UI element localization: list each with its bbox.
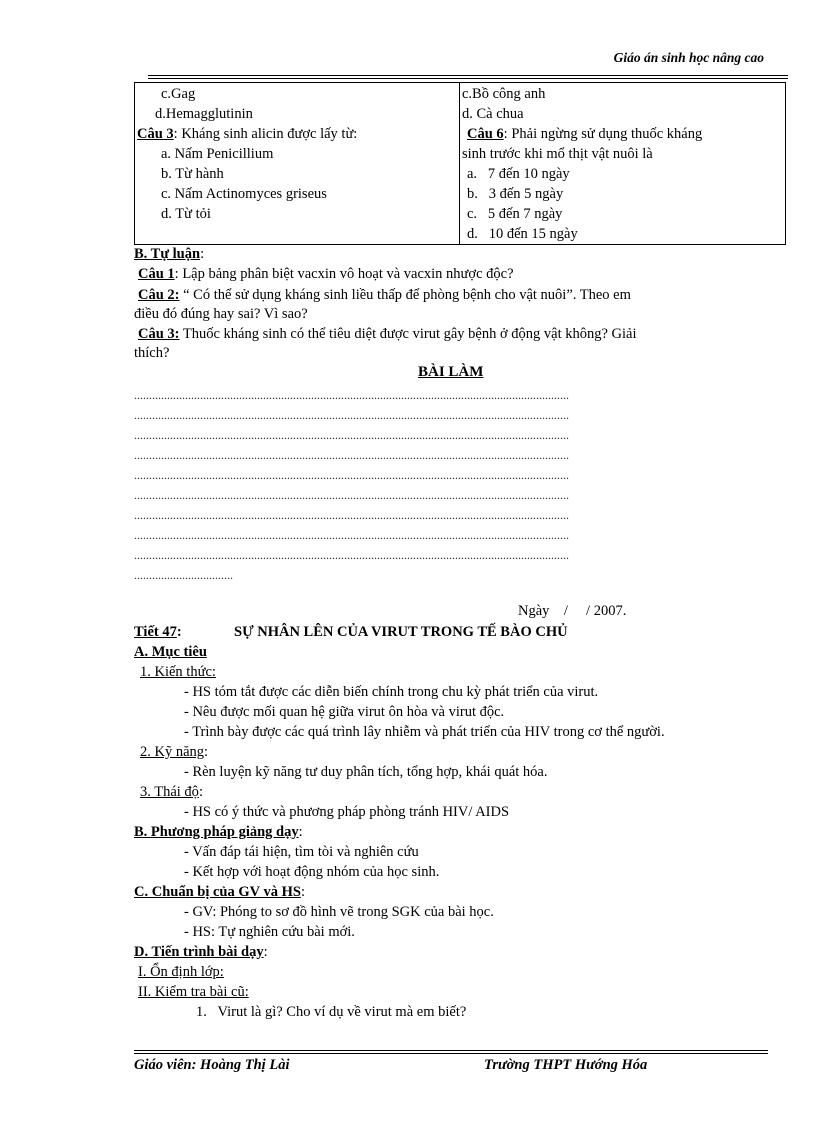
attitude-item: - HS có ý thức và phương pháp phòng tránh HIV/ AIDS (184, 804, 510, 820)
quiz-option: d. Cà chua (462, 106, 524, 122)
preparation-item: - GV: Phóng to sơ đồ hình vẽ trong SGK của bài học. (184, 904, 494, 920)
footer-rule-bottom (134, 1053, 768, 1054)
answer-line: ................................................................................................................................................. (134, 468, 569, 482)
procedure-step-2: II. Kiểm tra bài cũ: (138, 984, 249, 1000)
knowledge-item: - HS tóm tắt được các diễn biến chính trong chu kỳ phát triển của virut. (184, 684, 599, 700)
procedure-step-1: I. Ổn định lớp: (138, 964, 224, 980)
quiz-left-column (135, 83, 460, 245)
answer-line: ................................................................................................................................................. (134, 528, 569, 542)
quiz-option: c. 5 đến 7 ngày (467, 206, 563, 222)
attitude-heading: 3. Thái độ: (140, 784, 203, 800)
knowledge-item: - Nêu được mối quan hệ giữa virut ôn hòa và virut độc. (184, 704, 505, 720)
essay-question-2: Câu 2: “ Có thể sử dụng kháng sinh liều thấp để phòng bệnh cho vật nuôi”. Theo em (138, 287, 631, 303)
preparation-heading: C. Chuẩn bị của GV và HS: (134, 884, 305, 900)
method-item: - Vấn đáp tái hiện, tìm tòi và nghiên cứu (184, 844, 419, 860)
quiz-question-6-cont: sinh trước khi mổ thịt vật nuôi là (462, 146, 653, 162)
knowledge-heading: 1. Kiến thức: (140, 664, 216, 680)
answer-line: ................................................................................................................................................. (134, 408, 569, 422)
objectives-heading: A. Mục tiêu (134, 644, 207, 660)
essay-heading: B. Tự luận: (134, 246, 205, 262)
header-rule-bottom (148, 78, 788, 79)
knowledge-item: - Trình bày được các quá trình lây nhiễm và phát triển của HIV trong cơ thể người. (184, 724, 665, 740)
footer-rule-top (134, 1050, 768, 1051)
review-question: 1. Virut là gì? Cho ví dụ về virut mà em biết? (196, 1004, 467, 1020)
quiz-option: c. Nấm Actinomyces griseus (161, 186, 327, 202)
quiz-option: d. 10 đến 15 ngày (467, 226, 578, 242)
essay-question-1: Câu 1: Lập bảng phân biệt vacxin vô hoạt và vacxin nhược độc? (138, 266, 514, 282)
answer-line: ................................................................................................................................................. (134, 428, 569, 442)
quiz-option: b. 3 đến 5 ngày (467, 186, 564, 202)
answer-line: ................................................................................................................................................. (134, 548, 569, 562)
quiz-option: d.Hemagglutinin (155, 106, 253, 122)
procedure-heading: D. Tiến trình bài dạy: (134, 944, 268, 960)
essay-question-3: Câu 3: Thuốc kháng sinh có thể tiêu diệt được virut gây bệnh ở động vật không? Giải (138, 326, 637, 342)
quiz-option: b. Từ hành (161, 166, 224, 182)
preparation-item: - HS: Tự nghiên cứu bài mới. (184, 924, 355, 940)
lesson-date: Ngày / / 2007. (518, 603, 627, 619)
quiz-option: c.Bồ công anh (462, 86, 546, 102)
quiz-right-column (460, 83, 786, 245)
skills-heading: 2. Kỹ năng: (140, 744, 209, 760)
quiz-option: a. Nấm Penicillium (161, 146, 274, 162)
quiz-option: c.Gag (161, 86, 196, 102)
essay-question-3-cont: thích? (134, 345, 170, 361)
essay-question-2-cont: điều đó đúng hay sai? Vì sao? (134, 306, 308, 322)
answer-title: BÀI LÀM (418, 364, 484, 380)
answer-line: ................................................................................................................................................. (134, 488, 569, 502)
answer-line: ................................................................................................................................................. (134, 508, 569, 522)
answer-line: ................................................................................................................................................. (134, 448, 569, 462)
quiz-question-3: Câu 3: Kháng sinh alicin được lấy từ: (137, 126, 358, 142)
quiz-question-6: Câu 6: Phải ngừng sử dụng thuốc kháng (467, 126, 703, 142)
answer-line-short: ................................. (134, 568, 233, 582)
quiz-option: d. Từ tỏi (161, 206, 211, 222)
answer-line: ................................................................................................................................................. (134, 388, 569, 402)
quiz-option: a. 7 đến 10 ngày (467, 166, 570, 182)
skills-item: - Rèn luyện kỹ năng tư duy phân tích, tổng hợp, khái quát hóa. (184, 764, 548, 780)
lesson-period: Tiết 47: (134, 624, 182, 640)
header-rule-top (148, 75, 788, 76)
footer-teacher: Giáo viên: Hoàng Thị Lài (134, 1057, 290, 1073)
page-header-title: Giáo án sinh học nâng cao (613, 50, 764, 65)
method-item: - Kết hợp với hoạt động nhóm của học sinh. (184, 864, 440, 880)
footer-school: Trường THPT Hướng Hóa (484, 1057, 648, 1073)
quiz-table (134, 82, 786, 245)
lesson-title: SỰ NHÂN LÊN CỦA VIRUT TRONG TẾ BÀO CHỦ (234, 624, 568, 640)
method-heading: B. Phương pháp giảng dạy: (134, 824, 303, 840)
